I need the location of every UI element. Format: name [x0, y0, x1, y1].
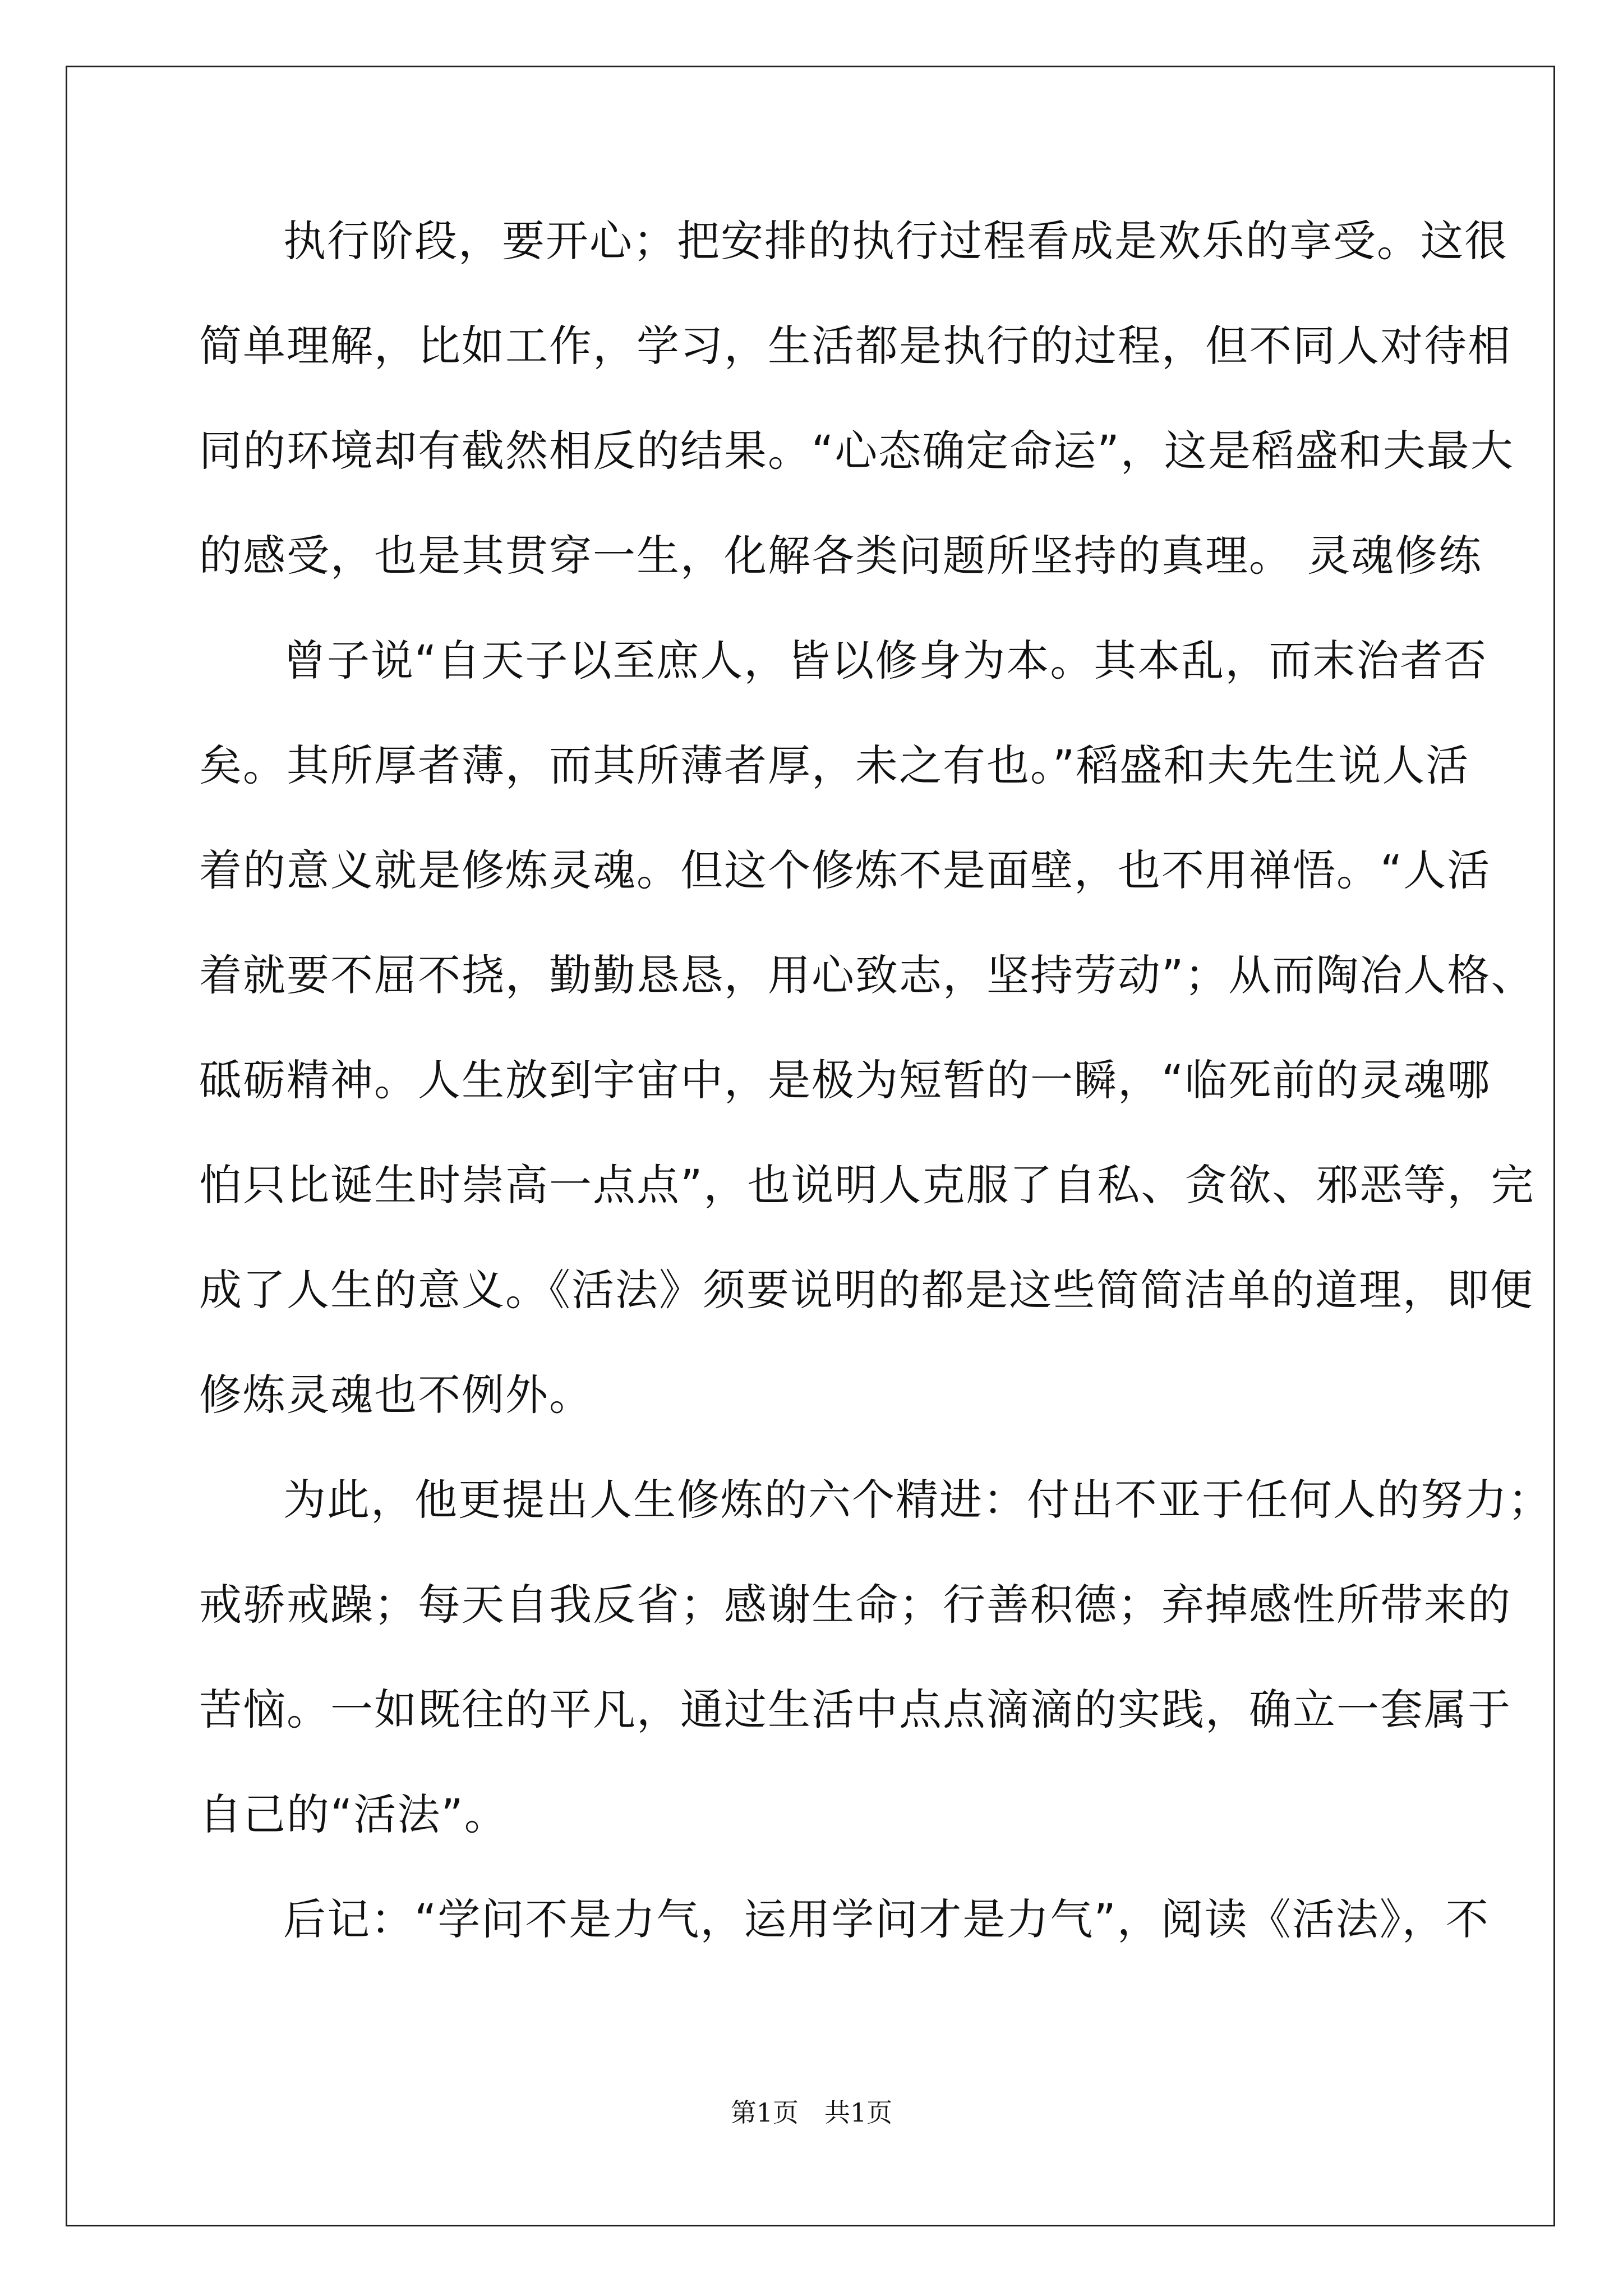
text-line: 曾子说“自天子以至庶人，皆以修身为本。其本乱，而末治者否: [283, 636, 1488, 685]
text-line: 简单理解，比如工作，学习，生活都是执行的过程，但不同人对待相: [199, 321, 1511, 371]
text-line: 后记：“学问不是力气，运用学问才是力气”，阅读《活法》，不: [283, 1894, 1490, 1944]
text-line: 自己的“活法”。: [199, 1789, 508, 1839]
text-line: 同的环境却有截然相反的结果。“心态确定命运”，这是稻盛和夫最大: [199, 426, 1514, 476]
text-line: 苦恼。一如既往的平凡，通过生活中点点滴滴的实践，确立一套属于: [199, 1685, 1511, 1734]
text-line: 执行阶段，要开心；把安排的执行过程看成是欢乐的享受。这很: [283, 216, 1508, 266]
text-line: 砥砺精神。人生放到宇宙中，是极为短暂的一瞬，“临死前的灵魂哪: [199, 1055, 1491, 1105]
text-line: 的感受，也是其贯穿一生，化解各类问题所坚持的真理。 灵魂修练: [199, 531, 1483, 581]
text-line: 着的意义就是修炼灵魂。但这个修炼不是面壁，也不用禅悟。“人活: [199, 845, 1491, 895]
text-line: 矣。其所厚者薄，而其所薄者厚，未之有也。”稻盛和夫先生说人活: [199, 740, 1470, 790]
text-line: 戒骄戒躁；每天自我反省；感谢生命；行善积德；弃掉感性所带来的: [199, 1580, 1511, 1630]
text-line: 修炼灵魂也不例外。: [199, 1370, 593, 1420]
text-line: 着就要不屈不挠，勤勤恳恳，用心致志，坚持劳动”；从而陶冶人格、: [199, 950, 1535, 1000]
text-line: 怕只比诞生时崇高一点点”，也说明人克服了自私、贪欲、邪恶等，完: [199, 1160, 1535, 1210]
text-line: 成了人生的意义。《活法》须要说明的都是这些简简洁单的道理，即便: [199, 1265, 1534, 1315]
page-footer: 第1页 共1页: [730, 2097, 893, 2128]
document-body: [199, 213, 1552, 1996]
text-line: 为此，他更提出人生修炼的六个精进：付出不亚于任何人的努力；: [283, 1475, 1552, 1525]
